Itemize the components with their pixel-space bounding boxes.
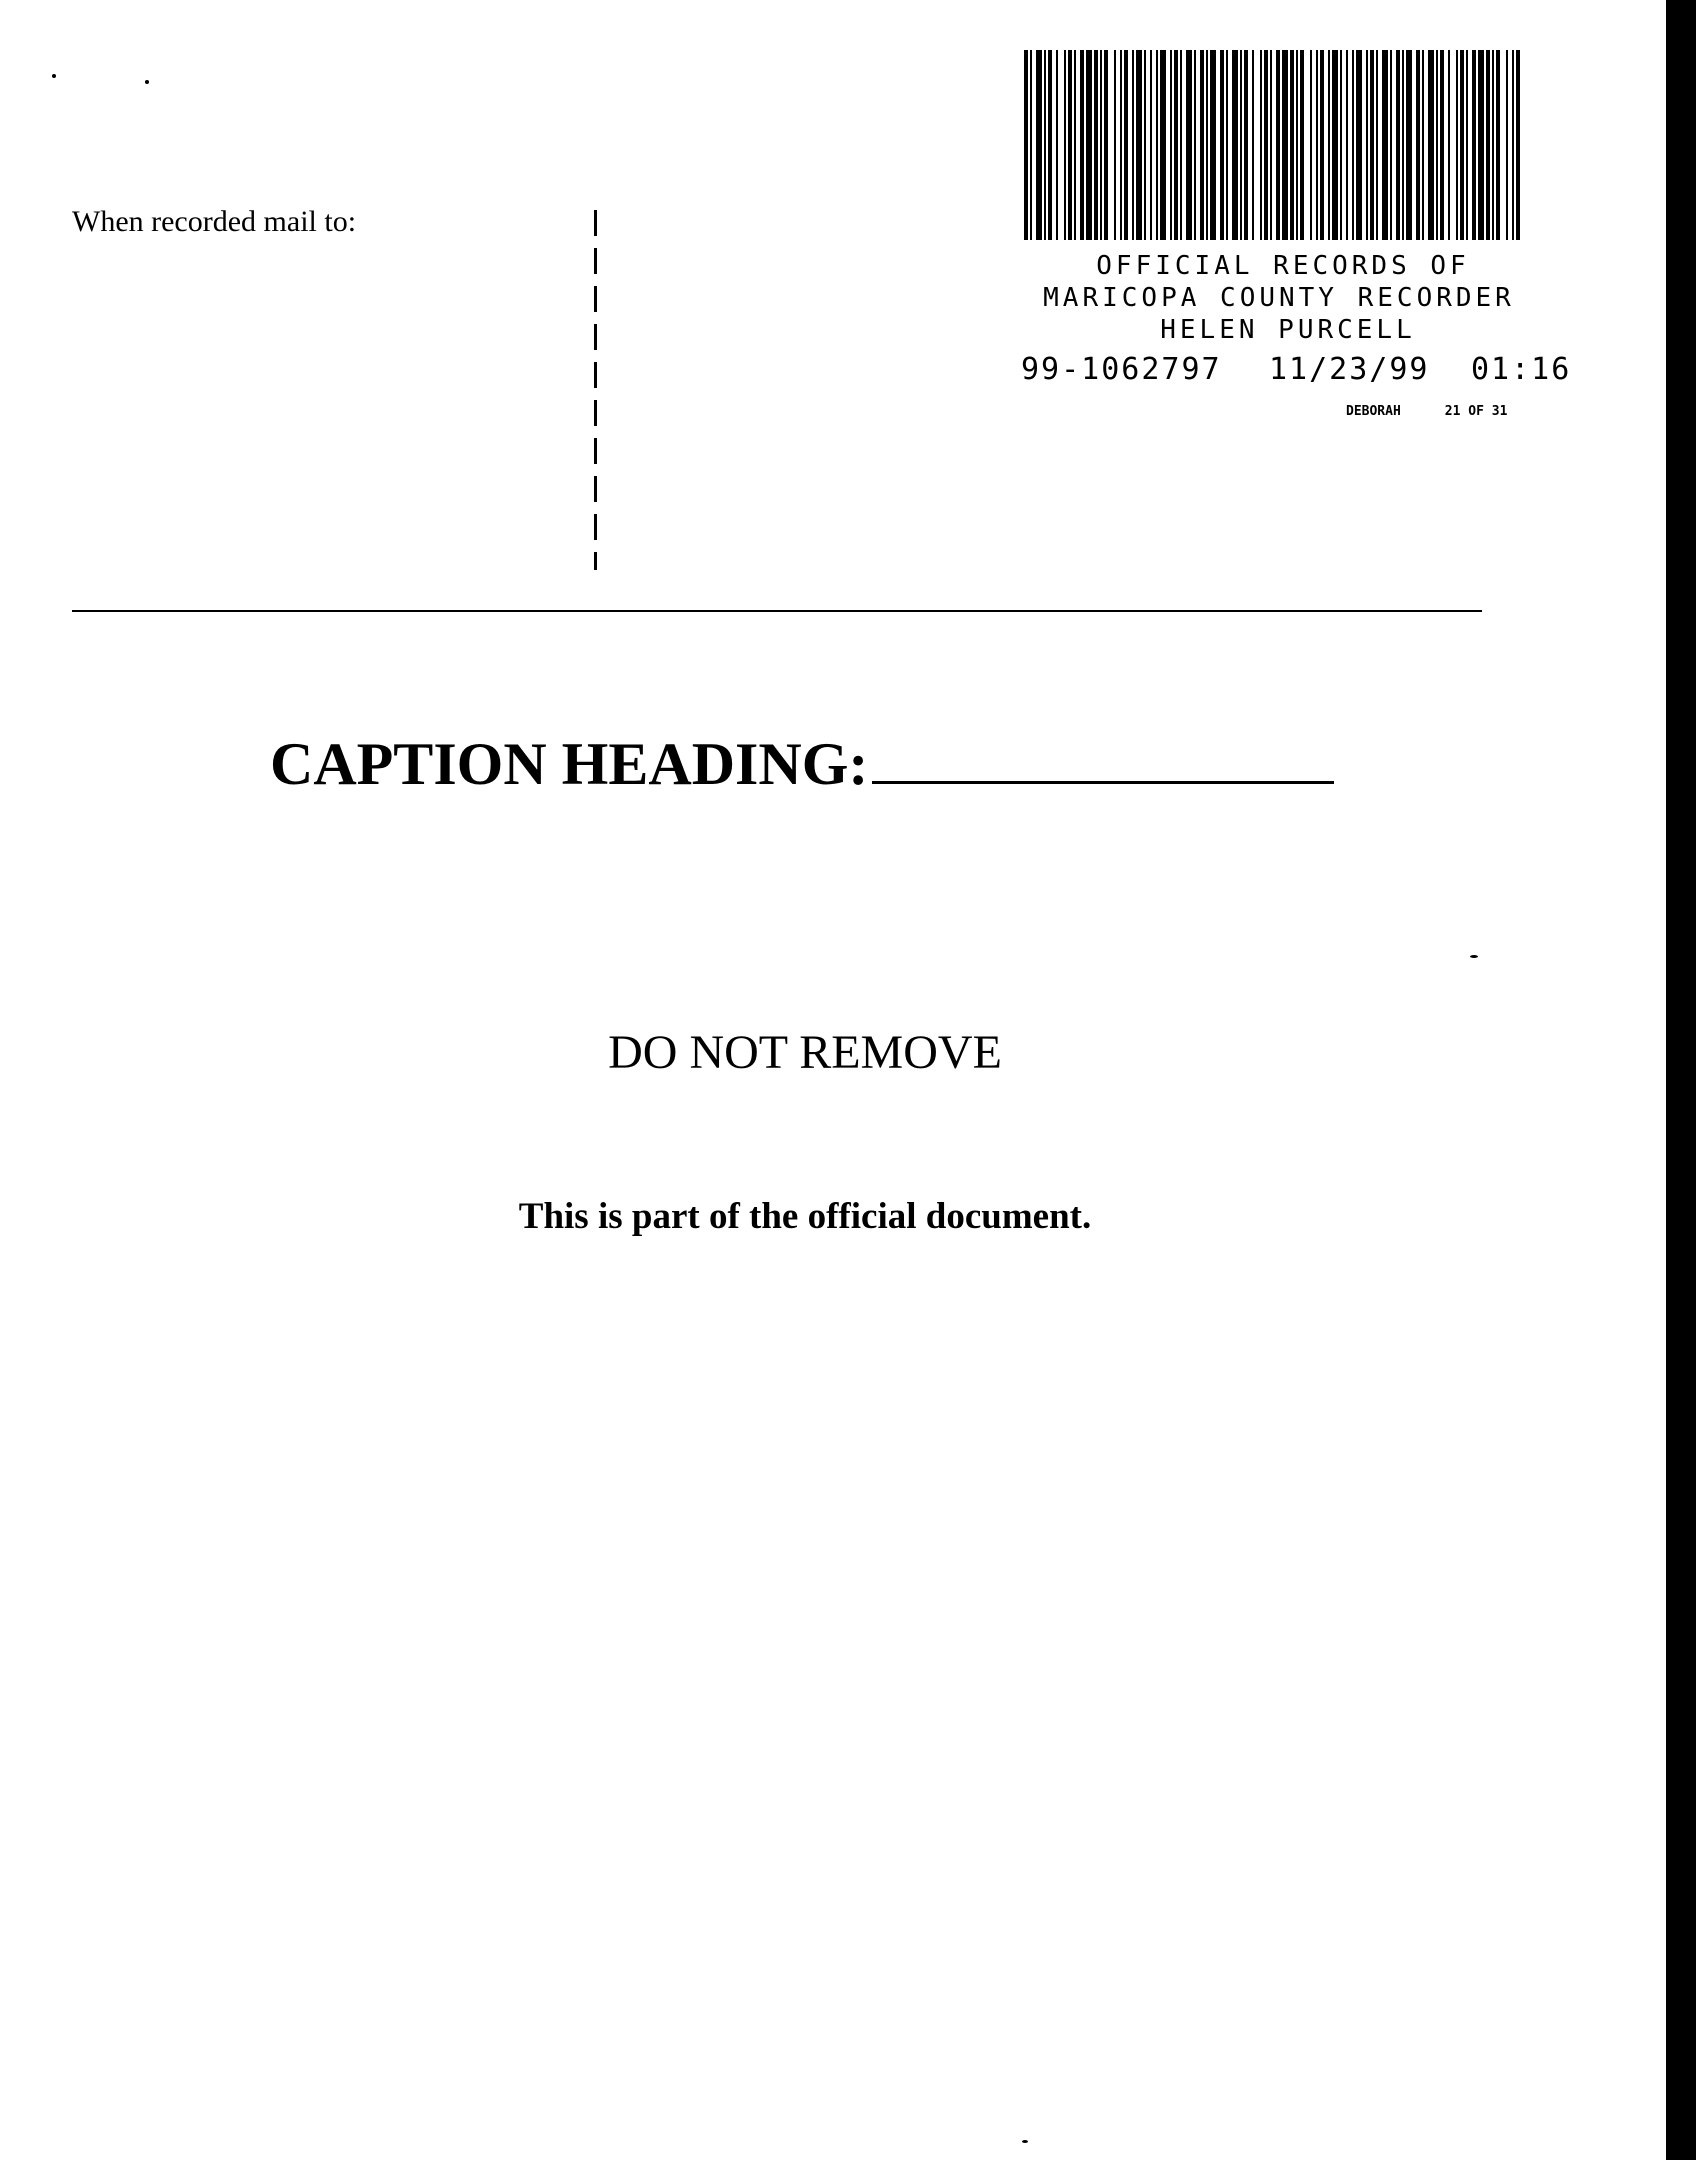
barcode-bar <box>1346 50 1348 240</box>
barcode-bar <box>1024 50 1028 240</box>
barcode-icon <box>1024 50 1520 240</box>
barcode-bar <box>1030 50 1032 240</box>
barcode-bar <box>1244 50 1248 240</box>
official-document-note: This is part of the official document. <box>518 1196 1092 1237</box>
barcode-bar <box>1428 50 1434 240</box>
barcode-bar <box>1276 50 1280 240</box>
barcode-bar <box>1150 50 1152 240</box>
barcode-bar <box>1448 50 1450 240</box>
recorder-line-2: MARICOPA COUNTY RECORDER <box>1043 283 1515 313</box>
barcode-bar <box>1296 50 1298 240</box>
barcode-bar <box>1492 50 1494 240</box>
barcode-bar <box>1396 50 1400 240</box>
barcode-bar <box>1144 50 1146 240</box>
barcode-bar <box>1270 50 1272 240</box>
barcode-bar <box>1516 50 1520 240</box>
barcode-bar <box>1496 50 1500 240</box>
barcode-bar <box>1124 50 1128 240</box>
barcode-bar <box>1340 50 1342 240</box>
barcode-bar <box>1186 50 1192 240</box>
barcode-bar <box>1472 50 1476 240</box>
barcode-bar <box>1310 50 1312 240</box>
barcode-bar <box>1376 50 1378 240</box>
clerk-info <box>1346 404 1507 419</box>
barcode-bar <box>1100 50 1102 240</box>
barcode-bar <box>1328 50 1330 240</box>
barcode-bar <box>1436 50 1438 240</box>
barcode-bar <box>1260 50 1262 240</box>
dashed-divider <box>594 210 597 570</box>
barcode-bar <box>1068 50 1072 240</box>
barcode-bar <box>1104 50 1108 240</box>
barcode-bar <box>1316 50 1318 240</box>
scan-speck <box>1470 955 1478 958</box>
barcode-bar <box>1074 50 1076 240</box>
barcode-bar <box>1086 50 1092 240</box>
barcode-bar <box>1290 50 1294 240</box>
barcode-bar <box>1048 50 1052 240</box>
barcode-bar <box>1056 50 1058 240</box>
record-number: 99-1062797 <box>1021 352 1222 387</box>
barcode-bar <box>1466 50 1468 240</box>
caption-heading-label: CAPTION HEADING: <box>270 731 869 797</box>
barcode-bar <box>1506 50 1508 240</box>
barcode-bar <box>1210 50 1216 240</box>
barcode-bar <box>1226 50 1228 240</box>
barcode-bar <box>1440 50 1444 240</box>
recorder-stamp <box>1024 250 1534 346</box>
recorder-line-1: OFFICIAL RECORDS OF <box>1096 251 1470 281</box>
barcode-bar <box>1366 50 1368 240</box>
barcode-bar <box>1206 50 1208 240</box>
barcode-bar <box>1456 50 1458 240</box>
barcode-bar <box>1406 50 1412 240</box>
barcode-bar <box>1094 50 1098 240</box>
caption-heading <box>270 730 1334 799</box>
barcode-bar <box>1114 50 1116 240</box>
barcode-bar <box>1064 50 1066 240</box>
barcode-bar <box>1478 50 1484 240</box>
barcode-bar <box>1240 50 1242 240</box>
barcode-bar <box>1332 50 1338 240</box>
barcode-bar <box>1390 50 1392 240</box>
page-count: 21 OF 31 <box>1444 404 1508 419</box>
barcode-bar <box>1252 50 1254 240</box>
barcode-bar <box>1120 50 1122 240</box>
barcode-bar <box>1486 50 1490 240</box>
barcode-bar <box>1180 50 1182 240</box>
barcode-bar <box>1220 50 1224 240</box>
barcode-bar <box>1080 50 1084 240</box>
scan-speck <box>52 74 56 78</box>
do-not-remove-notice: DO NOT REMOVE <box>608 1026 1002 1079</box>
record-time: 01:16 <box>1471 352 1572 387</box>
record-info <box>1021 352 1571 387</box>
barcode-bar <box>1382 50 1388 240</box>
barcode-bar <box>1416 50 1420 240</box>
barcode-bar <box>1402 50 1404 240</box>
barcode-bar <box>1264 50 1268 240</box>
barcode-bar <box>1194 50 1196 240</box>
barcode-bar <box>1352 50 1354 240</box>
barcode-bar <box>1232 50 1238 240</box>
horizontal-rule <box>72 610 1482 612</box>
caption-blank-line <box>872 731 1334 784</box>
barcode-bar <box>1282 50 1288 240</box>
clerk-name: DEBORAH <box>1346 404 1401 419</box>
barcode-bar <box>1036 50 1042 240</box>
barcode-bar <box>1512 50 1514 240</box>
barcode-bar <box>1174 50 1178 240</box>
scan-edge <box>1666 0 1696 2160</box>
scan-speck <box>1022 2140 1028 2143</box>
barcode-bar <box>1370 50 1374 240</box>
barcode-bar <box>1356 50 1362 240</box>
scan-speck <box>145 80 149 84</box>
barcode-bar <box>1320 50 1324 240</box>
barcode-bar <box>1200 50 1204 240</box>
recorder-line-3: HELEN PURCELL <box>1160 315 1416 345</box>
barcode-bar <box>1160 50 1166 240</box>
barcode-bar <box>1460 50 1464 240</box>
barcode-bar <box>1132 50 1134 240</box>
barcode-bar <box>1044 50 1046 240</box>
barcode-bar <box>1300 50 1304 240</box>
barcode-bar <box>1422 50 1424 240</box>
barcode-bar <box>1156 50 1158 240</box>
barcode-bar <box>1170 50 1172 240</box>
mail-to-label: When recorded mail to: <box>72 205 357 238</box>
barcode-bar <box>1136 50 1142 240</box>
record-date: 11/23/99 <box>1269 352 1430 387</box>
